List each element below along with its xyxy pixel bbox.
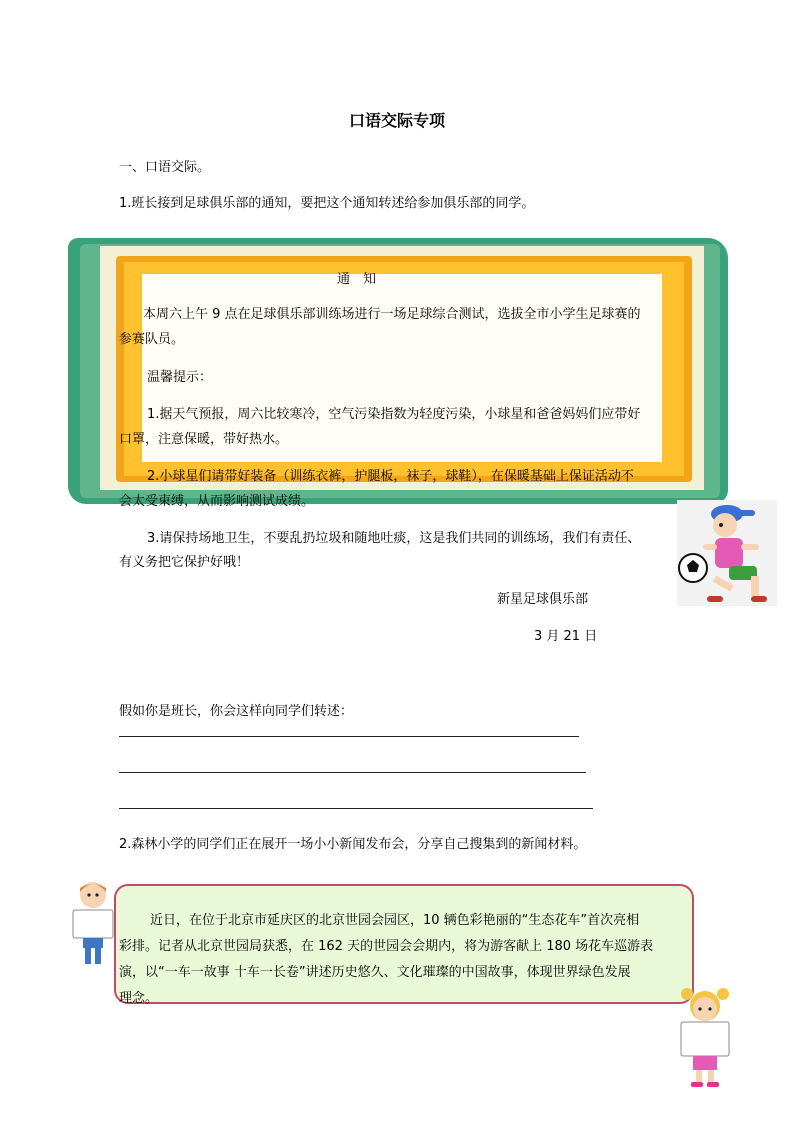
notice-tip2-line2: 会太受束缚，从而影响测试成绩。 xyxy=(119,494,315,509)
news-line-2: 彩排。记者从北京世园局获悉，在 162 天的世园会会期内，将为游客献上 180 场花车巡游表 xyxy=(119,939,654,954)
page-title: 口语交际专项 xyxy=(348,111,445,130)
notice-body-line1: 本周六上午 9 点在足球俱乐部训练场进行一场足球综合测试，选拔全市小学生足球赛的 xyxy=(143,307,641,322)
notice-tip1-line2: 口罩，注意保暖，带好热水。 xyxy=(119,432,289,447)
notice-tip2-line1: 2.小球星们请带好装备（训练衣裤，护腿板，袜子，球鞋），在保暖基础上保证活动不 xyxy=(147,469,634,484)
boy-holding-sign-illustration xyxy=(70,880,116,968)
relay-prompt: 假如你是班长，你会这样向同学们转述： xyxy=(119,704,354,719)
answer-line-3[interactable] xyxy=(119,808,593,809)
notice-tip3-line2: 有义务把它保护好哦！ xyxy=(119,555,250,570)
notice-body-line2: 参赛队员。 xyxy=(119,332,185,347)
notice-date: 3 月 21 日 xyxy=(534,629,598,644)
girl-sign-icon xyxy=(675,984,735,1090)
section-heading: 一、口语交际。 xyxy=(119,160,211,175)
answer-line-2[interactable] xyxy=(119,772,586,773)
soccer-boy-illustration xyxy=(677,500,777,606)
notice-heading: 通 知 xyxy=(337,272,377,287)
news-line-3: 演，以“一车一故事 十车一长卷”讲述历史悠久、文化璀璨的中国故事，体现世界绿色发展 xyxy=(119,965,631,980)
notice-signature: 新星足球俱乐部 xyxy=(497,592,589,607)
boy-sign-icon xyxy=(70,880,116,968)
question-1-prompt: 1.班长接到足球俱乐部的通知，要把这个通知转述给参加俱乐部的同学。 xyxy=(119,196,535,211)
notice-tips-label: 温馨提示： xyxy=(147,370,213,385)
answer-line-1[interactable] xyxy=(119,736,579,737)
soccer-boy-icon xyxy=(677,500,777,606)
notice-tip3-line1: 3.请保持场地卫生，不要乱扔垃圾和随地吐痰，这是我们共同的训练场，我们有责任、 xyxy=(147,531,641,546)
notice-tip1-line1: 1.据天气预报，周六比较寒冷，空气污染指数为轻度污染，小球星和爸爸妈妈们应带好 xyxy=(147,407,641,422)
news-line-4: 理念。 xyxy=(119,991,159,1006)
question-2-prompt: 2.森林小学的同学们正在展开一场小小新闻发布会，分享自己搜集到的新闻材料。 xyxy=(119,837,587,852)
girl-holding-sign-illustration xyxy=(675,984,735,1090)
news-line-1: 近日，在位于北京市延庆区的北京世园会园区，10 辆色彩艳丽的“生态花车”首次亮相 xyxy=(150,913,640,928)
